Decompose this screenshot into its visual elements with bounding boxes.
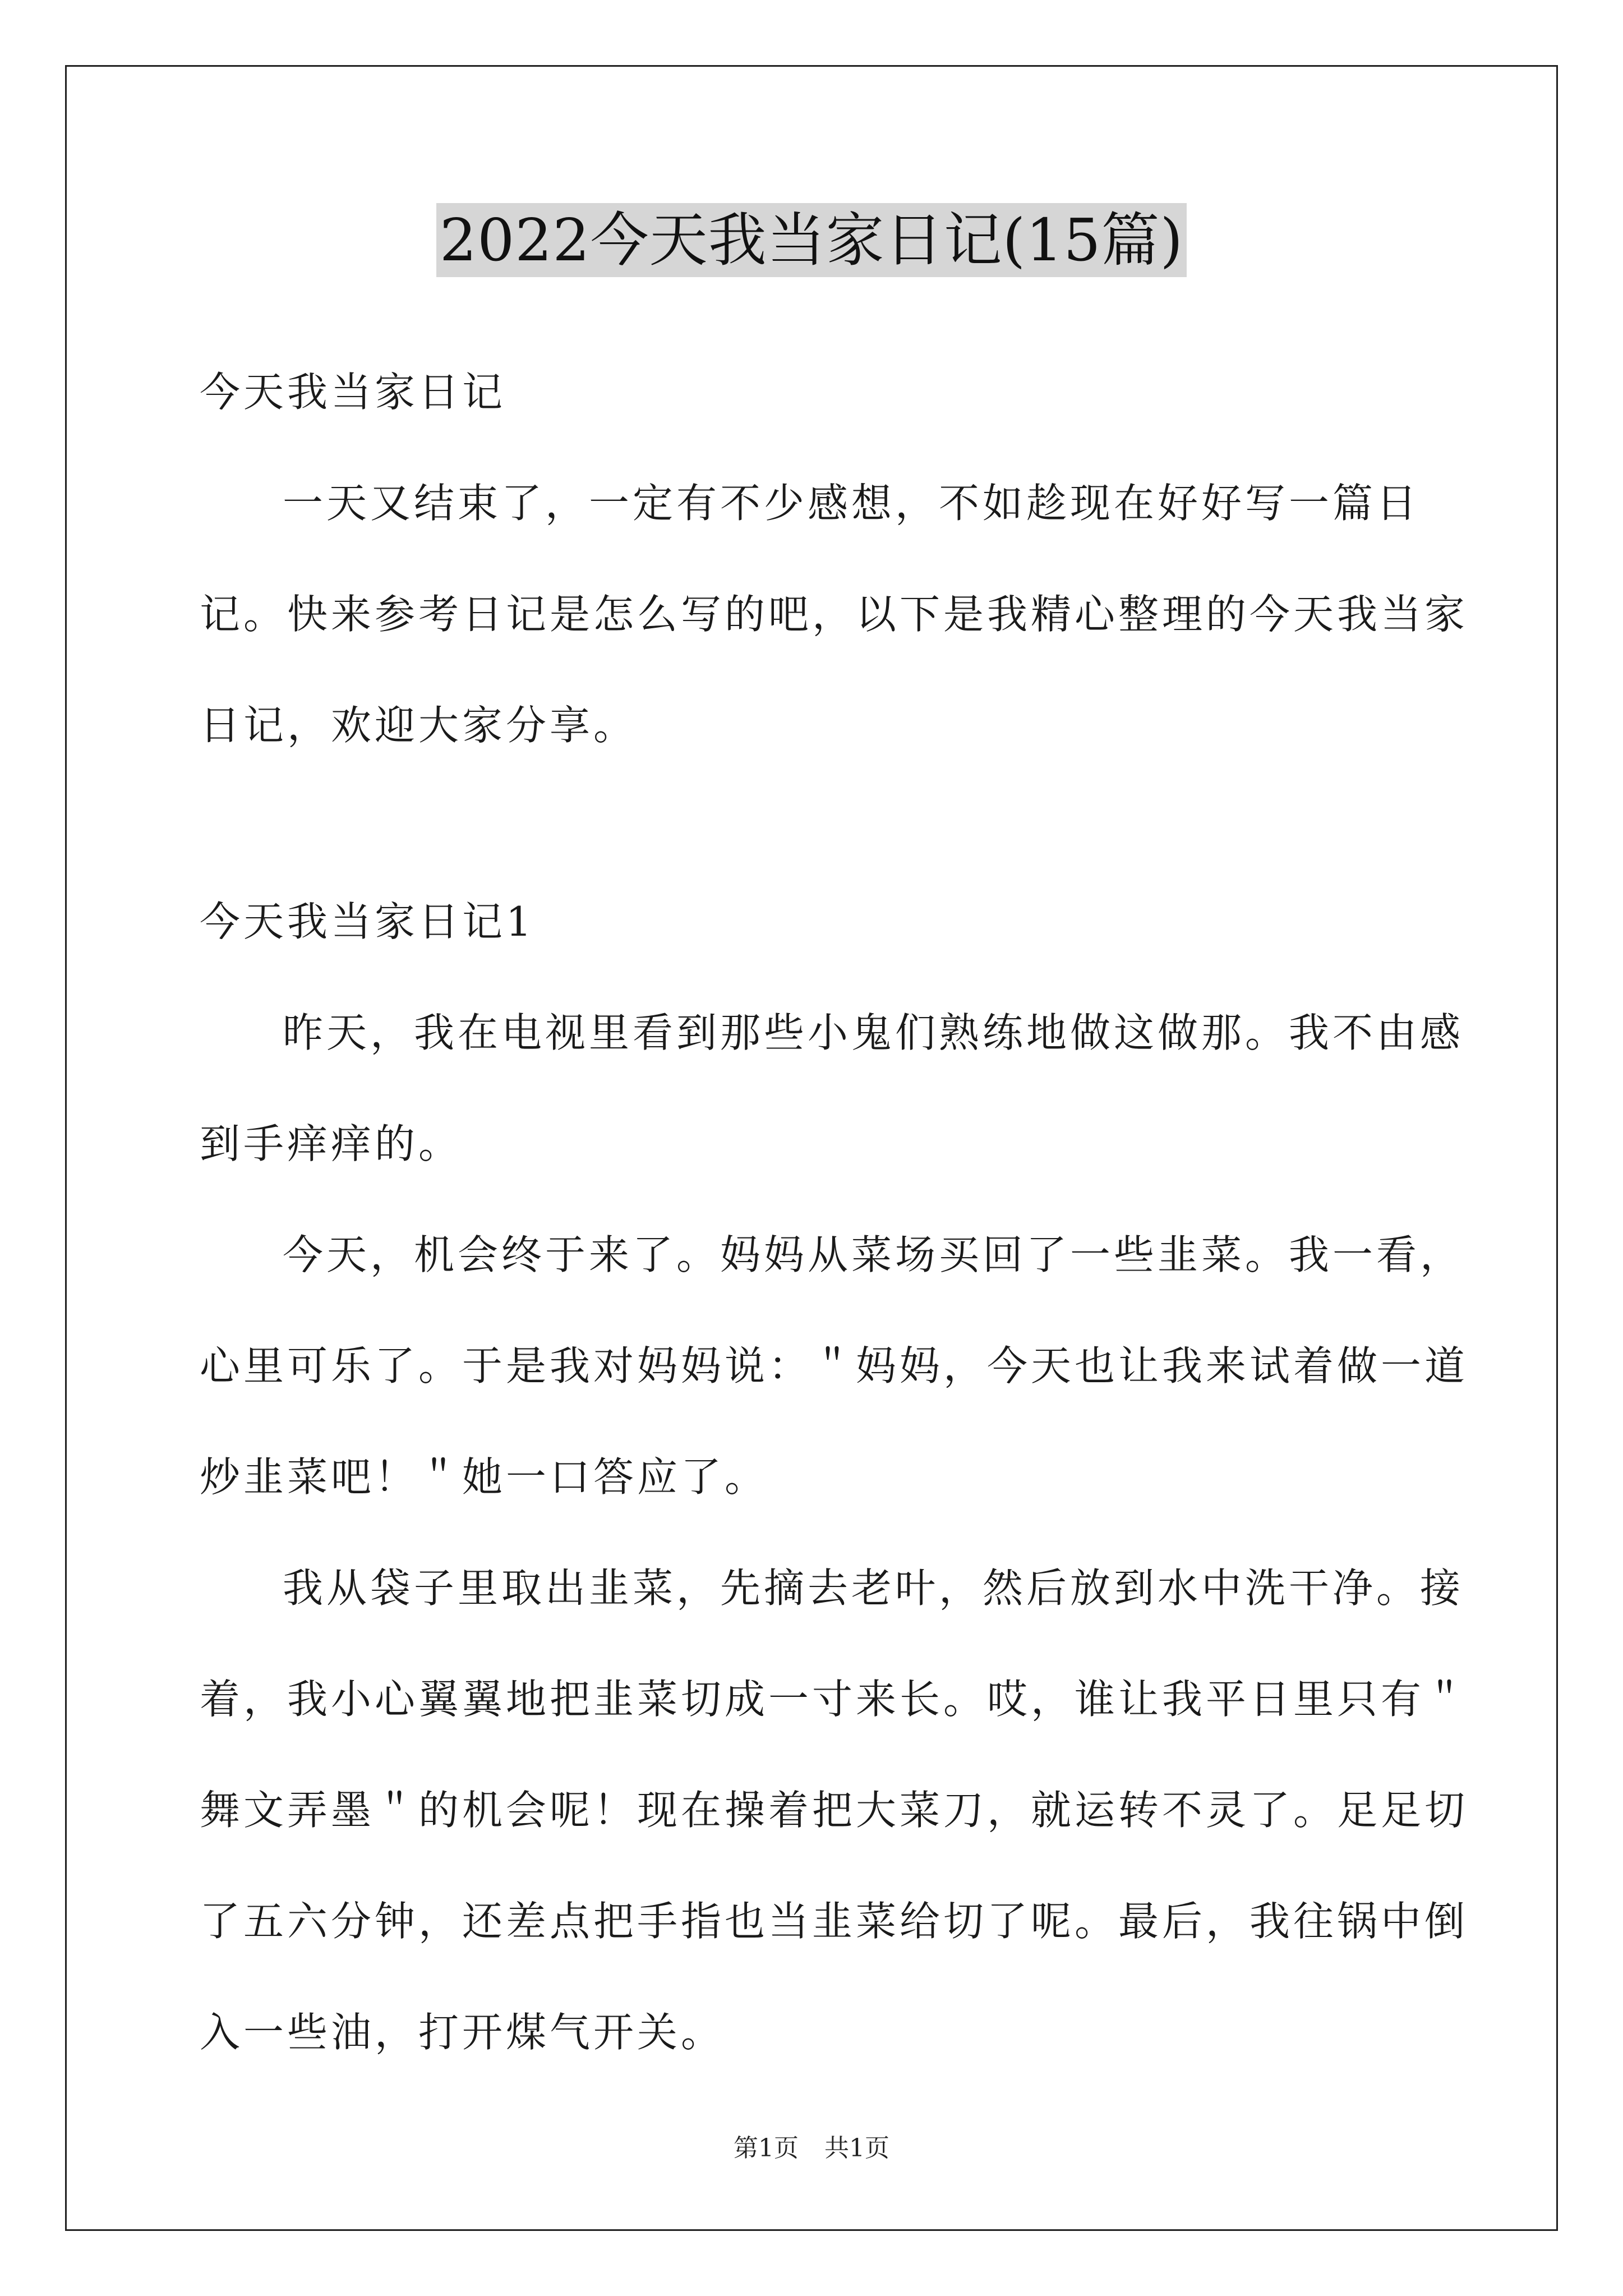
body-paragraph: 昨天，我在电视里看到那些小鬼们熟练地做这做那。我不由感到手痒痒的。 bbox=[200, 1009, 1464, 1167]
title-container bbox=[0, 203, 1623, 277]
section-spacer bbox=[200, 781, 1473, 866]
page-number-current: 第1页 bbox=[734, 2134, 799, 2162]
document-body bbox=[200, 337, 1473, 2088]
page-number-total: 共1页 bbox=[824, 2134, 889, 2162]
page-footer bbox=[0, 2132, 1623, 2165]
body-paragraph: 今天，机会终于来了。妈妈从菜场买回了一些韭菜。我一看，心里可乐了。于是我对妈妈说：＂妈妈，今天也让我来试着做一道炒韭菜吧！＂她一口答应了。 bbox=[200, 1231, 1469, 1501]
section-heading: 今天我当家日记1 bbox=[200, 898, 535, 945]
intro-heading: 今天我当家日记 bbox=[200, 369, 506, 416]
body-paragraph: 我从袋子里取出韭菜，先摘去老叶，然后放到水中洗干净。接着，我小心翼翼地把韭菜切成一寸来长。哎，谁让我平日里只有＂舞文弄墨＂的机会呢！现在操着把大菜刀，就运转不灵了。足足切了五六分钟，还差点把手指也当韭菜给切了呢。最后，我往锅中倒入一些油，打开煤气开关。 bbox=[200, 1565, 1469, 2056]
document-title: 2022今天我当家日记(15篇) bbox=[436, 203, 1187, 277]
intro-paragraph: 一天又结束了，一定有不少感想，不如趁现在好好写一篇日记。快来参考日记是怎么写的吧，以下是我精心整理的今天我当家日记，欢迎大家分享。 bbox=[200, 480, 1469, 749]
